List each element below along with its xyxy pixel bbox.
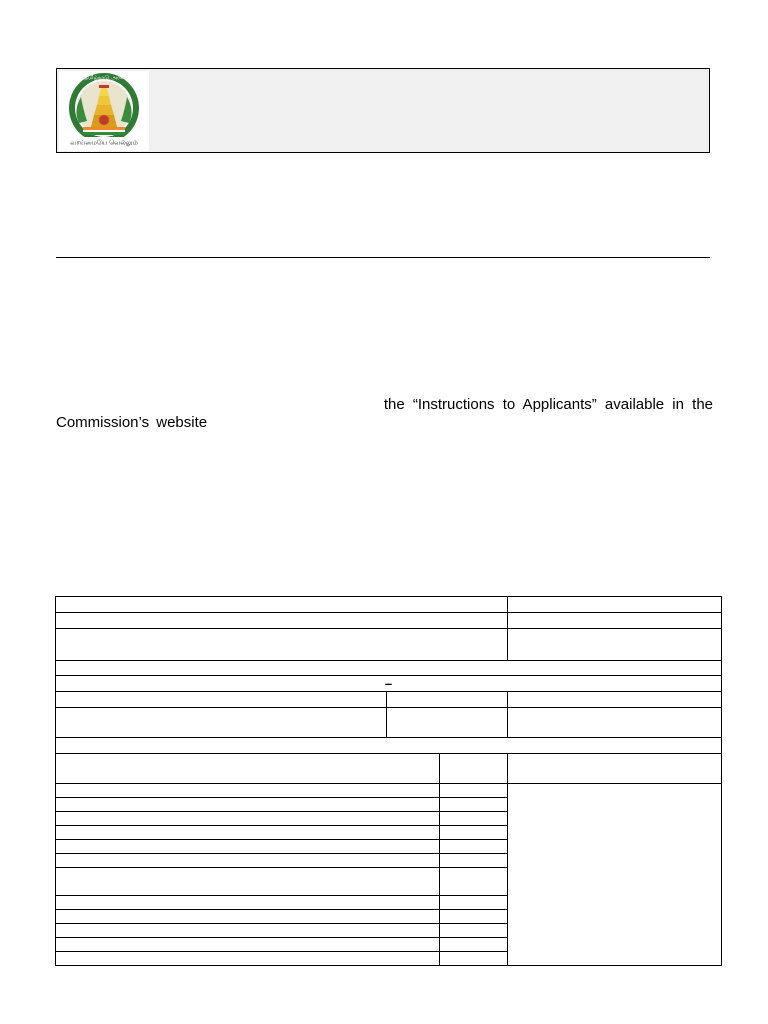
instructions-paragraph [56,396,713,432]
table-cell [440,784,508,798]
table-cell [56,868,440,896]
tamil-nadu-emblem-icon [59,71,149,151]
table-row [56,692,722,708]
table-cell [440,854,508,868]
table-cell [56,613,508,629]
table-cell [56,826,440,840]
table-cell [56,754,440,784]
table-cell [508,708,722,738]
table-cell [387,708,508,738]
table-cell [56,784,440,798]
table-cell [440,812,508,826]
table-cell [440,826,508,840]
table-cell [56,924,440,938]
table-row [56,738,722,754]
table-cell [56,952,440,966]
svg-text:தமிழ்நாடு அரசு: தமிழ்நாடு அரசு [84,75,124,81]
table-cell [440,798,508,812]
table-row [56,661,722,676]
table-cell [508,597,722,613]
table-cell [56,738,722,754]
table-row [56,784,722,798]
application-form-table [55,596,721,964]
table-cell [56,661,722,676]
table-cell [56,798,440,812]
table-cell [56,854,440,868]
dash-cell: – [56,676,722,692]
table-cell [508,784,722,966]
table-cell [508,613,722,629]
table-row [56,754,722,784]
header-box [56,68,710,153]
divider-rule [56,257,710,258]
table-cell [56,896,440,910]
svg-text:வாய்மையே வெல்லும்: வாய்மையே வெல்லும் [70,138,138,147]
instructions-line-2: Commission’s website [56,414,208,431]
table-cell [56,629,508,661]
table-row [56,613,722,629]
table-cell [56,812,440,826]
table-cell [56,692,387,708]
table-cell [440,952,508,966]
table-cell [440,840,508,854]
table-cell [440,938,508,952]
table-cell [56,910,440,924]
table-cell [440,754,508,784]
table-cell [440,896,508,910]
table-cell [508,629,722,661]
table-cell [508,692,722,708]
table-cell [387,692,508,708]
table-cell [508,754,722,784]
table-row [56,629,722,661]
table-row [56,708,722,738]
table-cell [440,868,508,896]
table-cell [56,597,508,613]
emblem [59,71,149,151]
instructions-line-1: the “Instructions to Applicants” available in the [383,396,713,413]
table-cell [440,910,508,924]
table-cell [56,840,440,854]
table-cell [56,708,387,738]
table-row [56,676,722,692]
table-row [56,597,722,613]
table-cell [56,938,440,952]
table-cell [440,924,508,938]
